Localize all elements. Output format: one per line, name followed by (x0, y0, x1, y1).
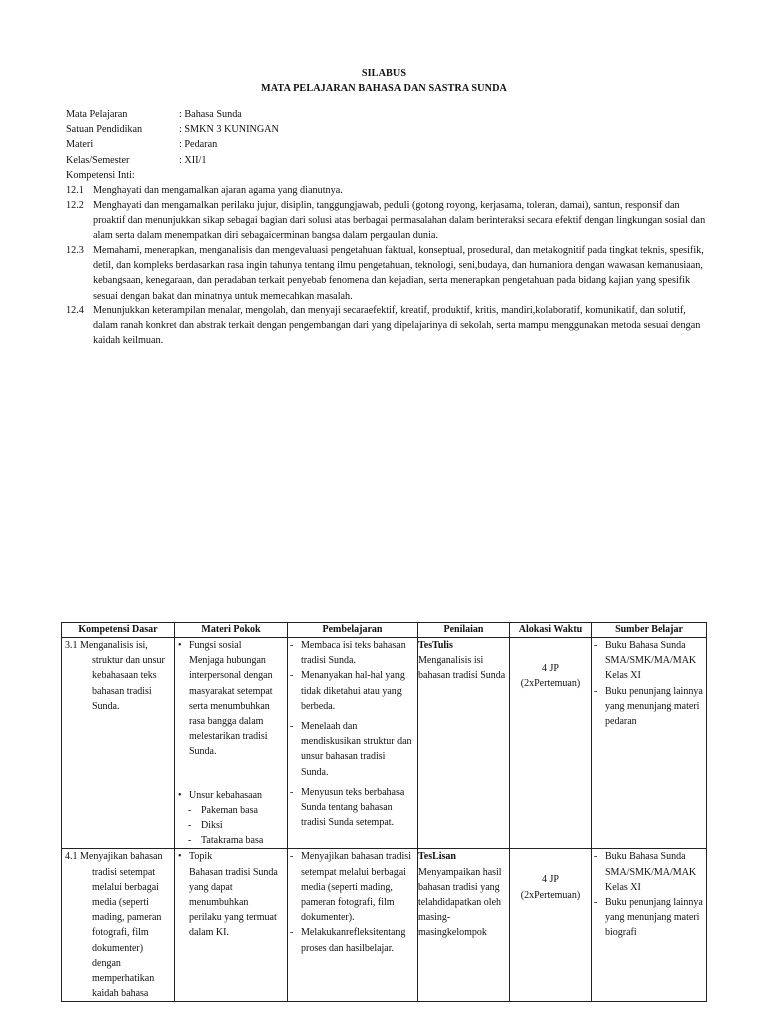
penilaian-cell (418, 638, 510, 849)
ki-number: 12.2 (66, 200, 84, 211)
kd-text: 4.1 Menyajikan bahasan tradisi setempat melalui berbagai media (seperti mading, pameran fotografi, film dokumenter) dengan memperhatikan kaidah bahasa (65, 851, 163, 1000)
sumber-item: - Buku Bahasa Sunda SMA/SMK/MA/MAK Kelas XI (592, 849, 703, 895)
penilaian-type: TesLisan (418, 851, 456, 863)
col-header: Materi Pokok (175, 623, 288, 638)
info-value: : Pedaran (179, 139, 218, 151)
sumber-item: - Buku Bahasa Sunda SMA/SMK/MA/MAK Kelas XI (592, 638, 703, 684)
penilaian-text: Menganalisis isi bahasan tradisi Sunda (418, 655, 506, 682)
info-value: : XII/1 (179, 154, 207, 166)
col-header: Kompetensi Dasar (62, 623, 175, 638)
kd-text: 3.1 Menganalisis isi, struktur dan unsur kebahasaan teks bahasan tradisi Sunda. (65, 640, 165, 712)
materi-bullet: • Fungsi sosial (175, 638, 287, 653)
ki-item (66, 243, 706, 304)
ki-text: Menghayati dan mengamalkan perilaku jujur, disiplin, tanggungjawab, peduli (gotong royong, kerjasama, toleran, damai), santun, responsif dan proaktif dan menunjukkan sikap sebagai bagian dari solusi atas berbagai permasalahan dalam berinteraksi secara efektif dengan lingkungan sosial dan alam serta dalam menempatkan diri sebagaicerminan bangsa dalam pergaulan dunia. (93, 200, 706, 242)
pembelajaran-cell (288, 849, 418, 1002)
materi-subitem: - Diksi (175, 818, 287, 833)
alokasi-hours: 4 JP (542, 663, 559, 674)
sumber-item: - Buku penunjang lainnya yang menunjang materi biografi (592, 895, 703, 941)
pembelajaran-item: - Membaca isi teks bahasan tradisi Sunda. (288, 638, 413, 668)
ki-text: Memahami, menerapkan, menganalisis dan mengevaluasi pengetahuan faktual, konseptual, prosedural, dan metakognitif pada tingkat teknis, spesifik, detil, dan kompleks berdasarkan rasa ingin tahunya tentang ilmu pengetahuan, teknologi, seni,budaya, dan humaniora dengan wawasan kemanusiaan, kebangsaan, kenegaraan, dan peradaban terkait penyebab fenomena dan kejadian, serta menerapkan pengetahuan pada bidang kajian yang spesifik sesuai dengan bakat dan minatnya untuk memecahkan masalah. (93, 245, 704, 302)
ki-text: Menghayati dan mengamalkan ajaran agama yang dianutnya. (93, 185, 343, 196)
alokasi-meetings: (2xPertemuan) (520, 889, 581, 901)
kd-cell (62, 849, 175, 1002)
ki-number: 12.4 (66, 305, 84, 316)
materi-cell (175, 638, 288, 849)
col-header: Alokasi Waktu (510, 623, 592, 638)
ki-number: 12.1 (66, 185, 84, 196)
pembelajaran-item: - Menyusun teks berbahasa Sunda tentang bahasan tradisi Sunda setempat. (288, 785, 413, 831)
sumber-cell (592, 849, 707, 1002)
pembelajaran-item: - Menyajikan bahasan tradisi setempat melalui berbagai media (seperti mading, pameran fotografi, film dokumenter). (288, 849, 413, 925)
sumber-item: - Buku penunjang lainnya yang menunjang materi pedaran (592, 684, 703, 730)
info-value: : SMKN 3 KUNINGAN (179, 124, 279, 136)
penilaian-cell (418, 849, 510, 1002)
info-label: Mata Pelajaran (66, 109, 128, 120)
info-value: : Bahasa Sunda (179, 109, 242, 120)
alokasi-hours: 4 JP (542, 874, 559, 886)
ki-text: Menunjukkan keterampilan menalar, mengolah, dan menyaji secaraefektif, kreatif, produktif, kritis, mandiri,kolaboratif, komunikatif, dan solutif, dalam ranah konkret dan abstrak terkait dengan pengembangan dari yang dipelajarinya di sekolah, serta mampu menggunakan metoda sesuai dengan kaidah keilmuan. (93, 305, 701, 347)
info-label: Satuan Pendidikan (66, 124, 143, 136)
col-header: Penilaian (418, 623, 510, 638)
ki-heading: Kompetensi Inti: (66, 170, 135, 181)
materi-bullet: • Topik (175, 849, 287, 864)
syllabus-table (61, 622, 707, 1002)
materi-subitem: - Tatakrama basa (175, 833, 287, 848)
sumber-cell (592, 638, 707, 849)
penilaian-text: Menyampaikan hasil bahasan tradisi yang telahdidapatkan oleh masing-masingkelompok (418, 866, 502, 939)
info-label: Materi (66, 139, 94, 151)
alokasi-meetings: (2xPertemuan) (520, 678, 581, 690)
table-row (62, 638, 707, 849)
ki-number: 12.3 (66, 245, 84, 256)
materi-bullet: • Unsur kebahasaan (175, 788, 287, 803)
alokasi-cell (510, 638, 592, 849)
materi-text: Bahasan tradisi Sunda yang dapat menumbuhkan perilaku yang termuat dalam KI. (189, 866, 278, 939)
table-row (62, 849, 707, 1002)
materi-text: Menjaga hubungan interpersonal dengan masyarakat setempat serta menumbuhkan rasa bangga dalam melestarikan tradisi Sunda. (189, 655, 273, 758)
ki-item (66, 198, 706, 244)
col-header: Pembelajaran (288, 623, 418, 638)
pembelajaran-item: - Menanyakan hal-hal yang tidak diketahui atau yang berbeda. (288, 668, 413, 714)
kd-cell (62, 638, 175, 849)
pembelajaran-cell (288, 638, 418, 849)
document-subtitle: MATA PELAJARAN BAHASA DAN SASTRA SUNDA (261, 83, 507, 94)
ki-item (66, 183, 706, 198)
alokasi-cell (510, 849, 592, 1002)
pembelajaran-item: - Menelaah dan mendiskusikan struktur dan unsur bahasan tradisi Sunda. (288, 719, 413, 780)
ki-item (66, 303, 706, 349)
materi-cell (175, 849, 288, 1002)
col-header: Sumber Belajar (592, 623, 707, 638)
pembelajaran-item: - Melakukanrefleksitentang proses dan hasilbelajar. (288, 925, 413, 955)
penilaian-type: TesTulis (418, 640, 453, 651)
document-title: SILABUS (361, 68, 407, 79)
table-header-row (62, 623, 707, 638)
info-label: Kelas/Semester (66, 154, 130, 166)
materi-subitem: - Pakeman basa (175, 803, 287, 818)
